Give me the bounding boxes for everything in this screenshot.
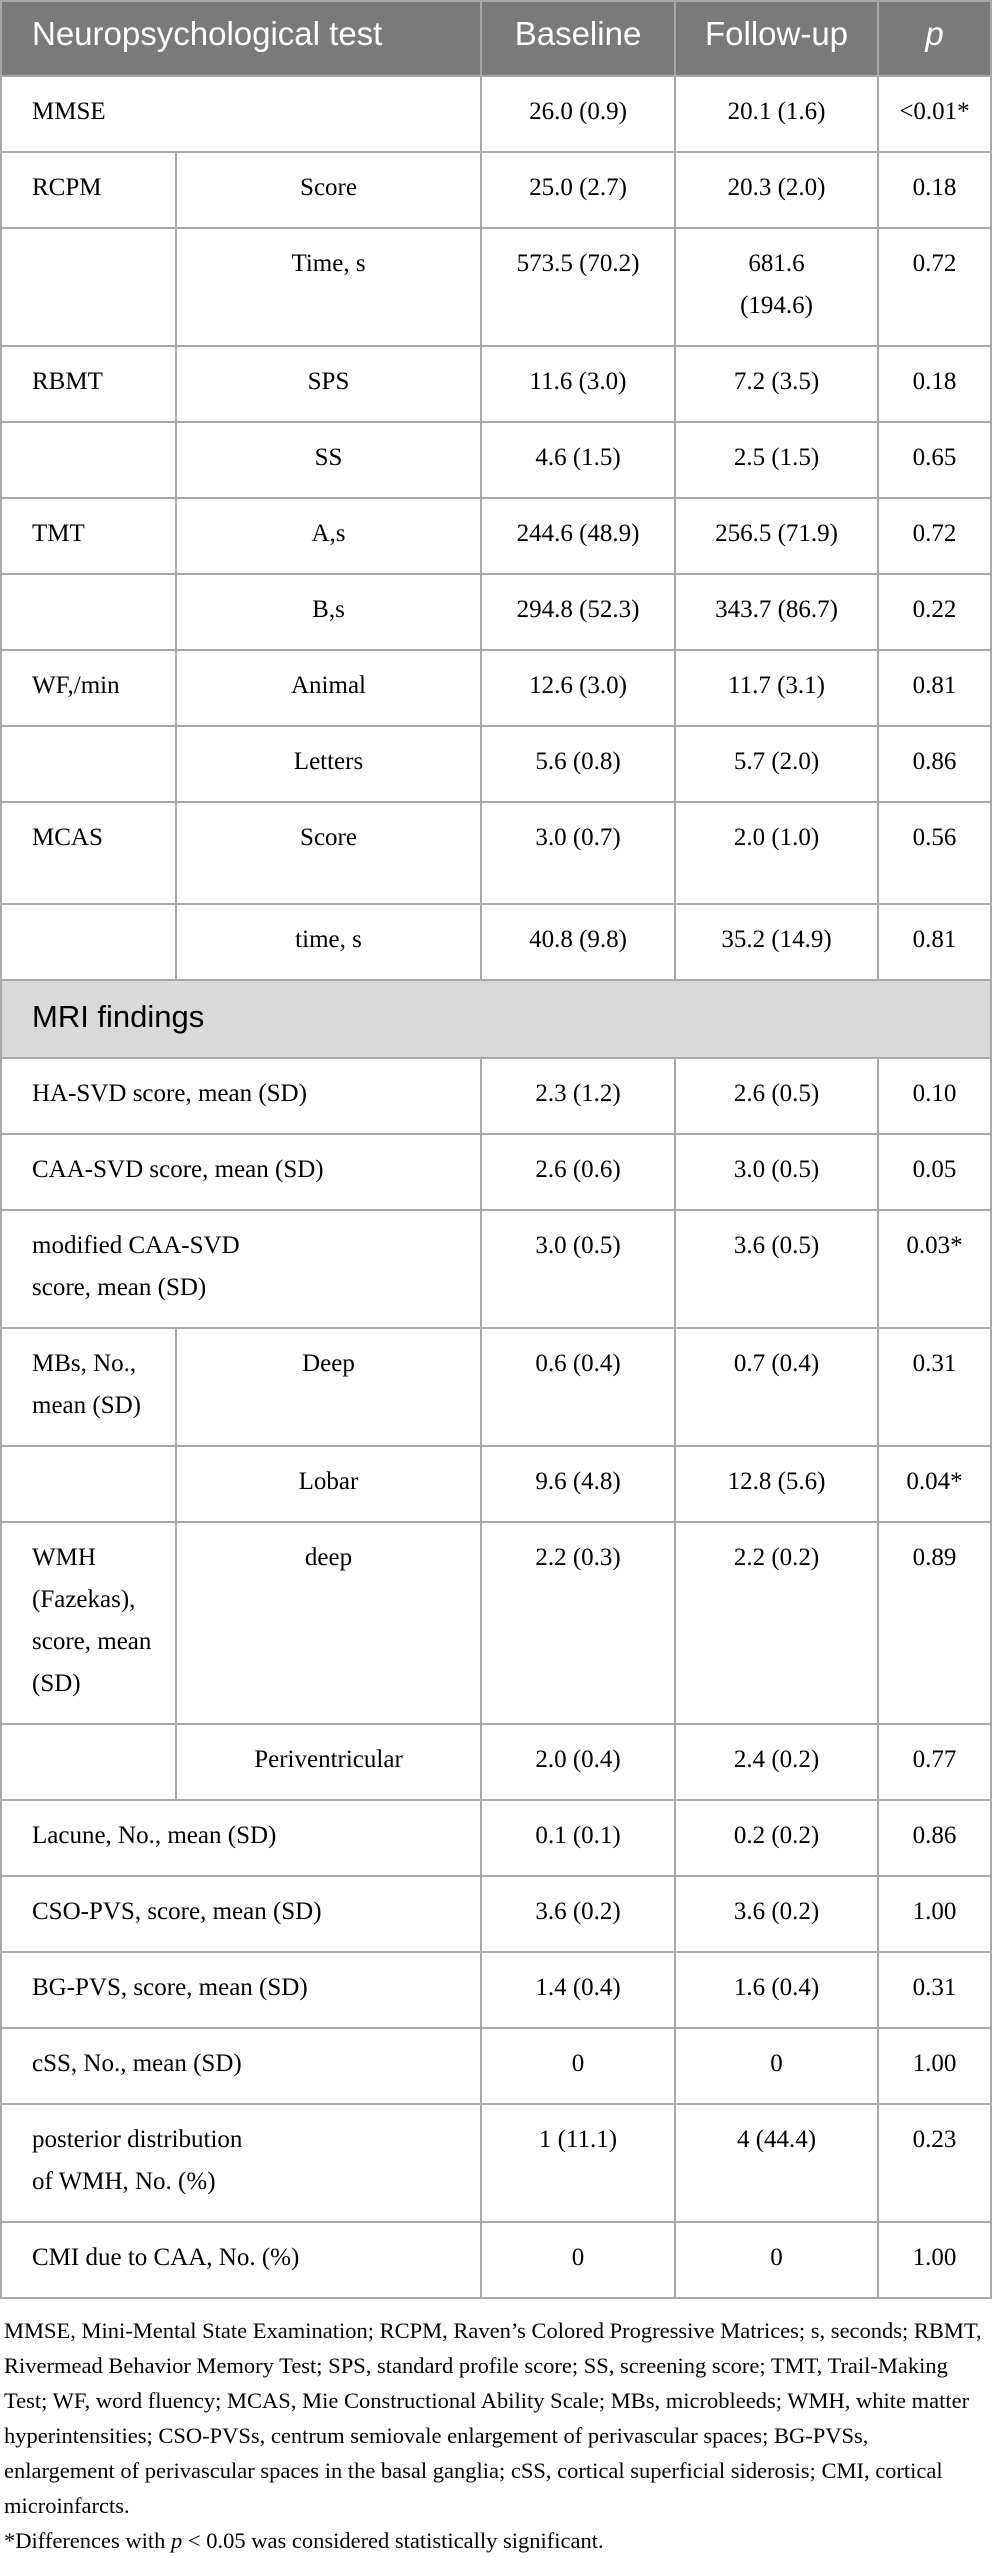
p-value: 1.00: [878, 2222, 991, 2298]
followup-value: 12.8 (5.6): [675, 1446, 878, 1522]
row-label: RBMT: [1, 346, 176, 422]
p-value: 0.72: [878, 498, 991, 574]
table-row: [1, 1876, 991, 1952]
p-value: 1.00: [878, 1876, 991, 1952]
baseline-value: 1 (11.1): [481, 2104, 675, 2222]
table-row: [1, 1952, 991, 2028]
row-sublabel: Deep: [176, 1328, 481, 1446]
row-sublabel: SS: [176, 422, 481, 498]
row-sublabel: time, s: [176, 904, 481, 980]
significance-suffix: < 0.05 was considered statistically significant.: [182, 2528, 604, 2553]
followup-value: 0: [675, 2028, 878, 2104]
row-sublabel: Score: [176, 152, 481, 228]
table-row: [1, 1446, 991, 1522]
baseline-value: 3.0 (0.7): [481, 802, 675, 904]
p-value: 0.81: [878, 904, 991, 980]
baseline-value: 25.0 (2.7): [481, 152, 675, 228]
row-label: [1, 422, 176, 498]
table-body: [1, 76, 991, 2298]
table-row: [1, 650, 991, 726]
followup-value: 7.2 (3.5): [675, 346, 878, 422]
baseline-value: 0.1 (0.1): [481, 1800, 675, 1876]
significance-prefix: *Differences with: [4, 2528, 172, 2553]
baseline-value: 2.0 (0.4): [481, 1724, 675, 1800]
row-label: CAA-SVD score, mean (SD): [1, 1134, 481, 1210]
section-header-row: [1, 980, 991, 1058]
table-row: [1, 498, 991, 574]
followup-value: 0: [675, 2222, 878, 2298]
row-label: Lacune, No., mean (SD): [1, 1800, 481, 1876]
p-value: 0.05: [878, 1134, 991, 1210]
baseline-value: 0.6 (0.4): [481, 1328, 675, 1446]
followup-value: 3.6 (0.5): [675, 1210, 878, 1328]
baseline-value: 2.3 (1.2): [481, 1058, 675, 1134]
table-header-row: [1, 1, 991, 76]
row-sublabel: Lobar: [176, 1446, 481, 1522]
followup-value: 4 (44.4): [675, 2104, 878, 2222]
p-value: 0.86: [878, 726, 991, 802]
table-row: [1, 76, 991, 152]
row-label: MCAS: [1, 802, 176, 904]
row-label: TMT: [1, 498, 176, 574]
p-value: 0.31: [878, 1952, 991, 2028]
table-row: [1, 2104, 991, 2222]
p-value: 0.18: [878, 152, 991, 228]
followup-value: 0.2 (0.2): [675, 1800, 878, 1876]
p-value: 0.22: [878, 574, 991, 650]
row-sublabel: Periventricular: [176, 1724, 481, 1800]
baseline-value: 573.5 (70.2): [481, 228, 675, 346]
followup-value: 2.6 (0.5): [675, 1058, 878, 1134]
followup-value: 2.4 (0.2): [675, 1724, 878, 1800]
followup-value: 0.7 (0.4): [675, 1328, 878, 1446]
p-value: <0.01*: [878, 76, 991, 152]
row-label: [1, 904, 176, 980]
followup-value: 35.2 (14.9): [675, 904, 878, 980]
table-row: [1, 802, 991, 904]
baseline-value: 26.0 (0.9): [481, 76, 675, 152]
table-row: [1, 1522, 991, 1724]
row-label: modified CAA-SVD score, mean (SD): [1, 1210, 481, 1328]
baseline-value: 9.6 (4.8): [481, 1446, 675, 1522]
header-p-value: p: [878, 1, 991, 76]
table-row: [1, 152, 991, 228]
row-label: WMH (Fazekas), score, mean (SD): [1, 1522, 176, 1724]
row-sublabel: Time, s: [176, 228, 481, 346]
table-row: [1, 726, 991, 802]
abbreviations-footnote: MMSE, Mini-Mental State Examination; RCPM, Raven’s Colored Progressive Matrices; s, seconds; RBMT, Rivermead Behavior Memory Test; SPS, standard profile score; SS, screening score; TMT, Trail-Making Test; WF, word fluency; MCAS, Mie Constructional Ability Scale; MBs, microbleeds; WMH, white matter hyperintensities; CSO-PVSs, centrum semiovale enlargement of perivascular spaces; BG-PVSs, enlargement of perivascular spaces in the basal ganglia; cSS, cortical superficial siderosis; CMI, cortical microinfarcts.: [4, 2318, 982, 2518]
table-row: [1, 422, 991, 498]
followup-value: 20.3 (2.0): [675, 152, 878, 228]
baseline-value: 11.6 (3.0): [481, 346, 675, 422]
followup-value: 343.7 (86.7): [675, 574, 878, 650]
row-label: CMI due to CAA, No. (%): [1, 2222, 481, 2298]
p-value: 0.03*: [878, 1210, 991, 1328]
followup-value: 2.2 (0.2): [675, 1522, 878, 1724]
p-value: 0.89: [878, 1522, 991, 1724]
table-row: [1, 346, 991, 422]
baseline-value: 2.2 (0.3): [481, 1522, 675, 1724]
followup-value: 681.6 (194.6): [675, 228, 878, 346]
p-value: 0.65: [878, 422, 991, 498]
baseline-value: 294.8 (52.3): [481, 574, 675, 650]
table-row: [1, 1328, 991, 1446]
header-baseline: Baseline: [481, 1, 675, 76]
p-value: 1.00: [878, 2028, 991, 2104]
row-label: [1, 726, 176, 802]
row-label: [1, 574, 176, 650]
p-value: 0.77: [878, 1724, 991, 1800]
baseline-value: 5.6 (0.8): [481, 726, 675, 802]
baseline-value: 244.6 (48.9): [481, 498, 675, 574]
row-label: BG-PVS, score, mean (SD): [1, 1952, 481, 2028]
table-row: [1, 1134, 991, 1210]
row-label: WF,/min: [1, 650, 176, 726]
baseline-value: 1.4 (0.4): [481, 1952, 675, 2028]
row-label: cSS, No., mean (SD): [1, 2028, 481, 2104]
table-row: [1, 2028, 991, 2104]
p-value: 0.81: [878, 650, 991, 726]
baseline-value: 40.8 (9.8): [481, 904, 675, 980]
baseline-value: 2.6 (0.6): [481, 1134, 675, 1210]
row-label: RCPM: [1, 152, 176, 228]
baseline-value: 4.6 (1.5): [481, 422, 675, 498]
table-row: [1, 228, 991, 346]
baseline-value: 0: [481, 2028, 675, 2104]
p-value: 0.31: [878, 1328, 991, 1446]
significance-footnote: [4, 2523, 984, 2558]
baseline-value: 0: [481, 2222, 675, 2298]
row-label: MBs, No., mean (SD): [1, 1328, 176, 1446]
table-row: [1, 904, 991, 980]
row-sublabel: Animal: [176, 650, 481, 726]
table-row: [1, 1800, 991, 1876]
row-sublabel: A,s: [176, 498, 481, 574]
baseline-value: 3.0 (0.5): [481, 1210, 675, 1328]
table-row: [1, 1724, 991, 1800]
table-row: [1, 2222, 991, 2298]
baseline-value: 3.6 (0.2): [481, 1876, 675, 1952]
p-value: 0.10: [878, 1058, 991, 1134]
header-follow-up: Follow-up: [675, 1, 878, 76]
row-label: CSO-PVS, score, mean (SD): [1, 1876, 481, 1952]
row-sublabel: deep: [176, 1522, 481, 1724]
row-sublabel: B,s: [176, 574, 481, 650]
row-label: [1, 1446, 176, 1522]
row-label: posterior distribution of WMH, No. (%): [1, 2104, 481, 2222]
followup-value: 3.6 (0.2): [675, 1876, 878, 1952]
row-sublabel: SPS: [176, 346, 481, 422]
row-label: [1, 228, 176, 346]
p-value: 0.86: [878, 1800, 991, 1876]
table-row: [1, 574, 991, 650]
table-row: [1, 1210, 991, 1328]
p-value: 0.18: [878, 346, 991, 422]
header-neuropsychological-test: Neuropsychological test: [1, 1, 481, 76]
followup-value: 256.5 (71.9): [675, 498, 878, 574]
row-sublabel: Letters: [176, 726, 481, 802]
followup-value: 2.5 (1.5): [675, 422, 878, 498]
row-label: HA-SVD score, mean (SD): [1, 1058, 481, 1134]
followup-value: 2.0 (1.0): [675, 802, 878, 904]
followup-value: 20.1 (1.6): [675, 76, 878, 152]
followup-value: 5.7 (2.0): [675, 726, 878, 802]
row-label: MMSE: [1, 76, 481, 152]
significance-p-symbol: p: [171, 2528, 183, 2553]
table-row: [1, 1058, 991, 1134]
followup-value: 11.7 (3.1): [675, 650, 878, 726]
table-footnotes: [0, 2299, 988, 2558]
p-value: 0.72: [878, 228, 991, 346]
p-value: 0.04*: [878, 1446, 991, 1522]
followup-value: 3.0 (0.5): [675, 1134, 878, 1210]
row-label: [1, 1724, 176, 1800]
row-sublabel: Score: [176, 802, 481, 904]
p-value: 0.56: [878, 802, 991, 904]
baseline-value: 12.6 (3.0): [481, 650, 675, 726]
p-value: 0.23: [878, 2104, 991, 2222]
followup-value: 1.6 (0.4): [675, 1952, 878, 2028]
mri-findings-heading: MRI findings: [1, 980, 991, 1058]
